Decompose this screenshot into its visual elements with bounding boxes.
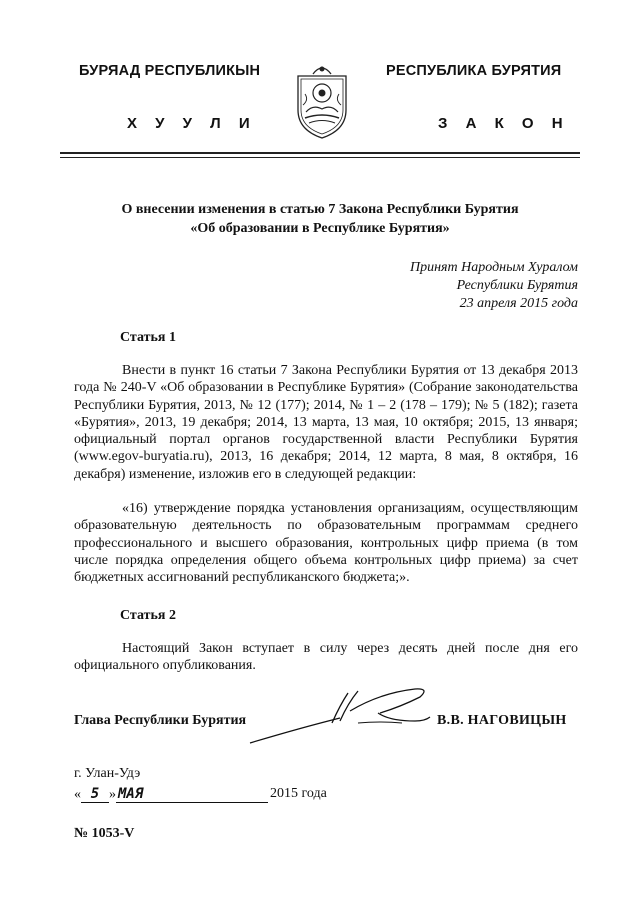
date-close-quote: » bbox=[109, 787, 116, 802]
law-title-line1: О внесении изменения в статью 7 Закона Республики Бурятия bbox=[121, 202, 519, 217]
date-month: МАЯ bbox=[116, 786, 268, 803]
article1-amendment-text: «16) утверждение порядка установления организациям, осуществляющим образовательную деятельность по образовательным программам среднего профессионального и высшего образования, контрольных цифр приема (в том числе порядка определения общего объема контрольных цифр приема) за счет бюджетных ассигнований республиканского бюджета;». bbox=[74, 501, 578, 586]
law-title-line2: «Об образовании в Республике Бурятия» bbox=[190, 221, 450, 236]
date-day: 5 bbox=[81, 786, 109, 803]
adopted-line1: Принят Народным Хуралом bbox=[409, 260, 578, 275]
adopted-line2: Республики Бурятия bbox=[456, 278, 578, 293]
date-open-quote: « bbox=[74, 787, 81, 802]
signing-date bbox=[74, 786, 404, 806]
date-year: 2015 года bbox=[270, 786, 327, 801]
law-number: № 1053-V bbox=[74, 826, 135, 841]
header-right-bottom: З А К О Н bbox=[438, 115, 570, 132]
adopted-date: 23 апреля 2015 года bbox=[459, 296, 578, 311]
header-rule-thin bbox=[60, 157, 580, 158]
adopted-block bbox=[278, 259, 578, 313]
signatory-name: В.В. НАГОВИЦЫН bbox=[437, 713, 567, 728]
article1-paragraph: Внести в пункт 16 статьи 7 Закона Республики Бурятия от 13 декабря 2013 года № 240-V «Об образовании в Республике Бурятия» (Собрание законодательства Республики Бурятия, 2013, № 12 (177); 2014, № 1 – 2 (178 – 179); № 5 (182); газета «Бурятия», 2013, 19 декабря; 2014, 13 марта, 13 мая, 10 октября; 2015, 13 января; официальный портал органов государственной власти Республики Бурятия (www.egov-buryatia.ru), 2013, 16 декабря; 2014, 12 марта, 8 мая, 8 октября, 16 декабря) изменение, изложив его в следующей редакции: bbox=[74, 363, 578, 482]
place-of-signing: г. Улан-Удэ bbox=[74, 766, 141, 781]
signatory-position: Глава Республики Бурятия bbox=[74, 713, 247, 728]
header-left-bottom: Х У У Л И bbox=[127, 115, 257, 132]
article2-paragraph: Настоящий Закон вступает в силу через десять дней после дня его официального опубликования. bbox=[74, 641, 578, 674]
law-title bbox=[60, 200, 580, 238]
header-rule-thick bbox=[60, 152, 580, 154]
coat-of-arms-icon bbox=[293, 60, 351, 142]
article2-heading: Статья 2 bbox=[120, 608, 176, 623]
article1-heading: Статья 1 bbox=[120, 330, 176, 345]
handwritten-signature bbox=[240, 683, 440, 753]
header-right-top: РЕСПУБЛИКА БУРЯТИЯ bbox=[386, 63, 562, 79]
header-left-top: БУРЯАД РЕСПУБЛИКЫН bbox=[79, 63, 261, 79]
